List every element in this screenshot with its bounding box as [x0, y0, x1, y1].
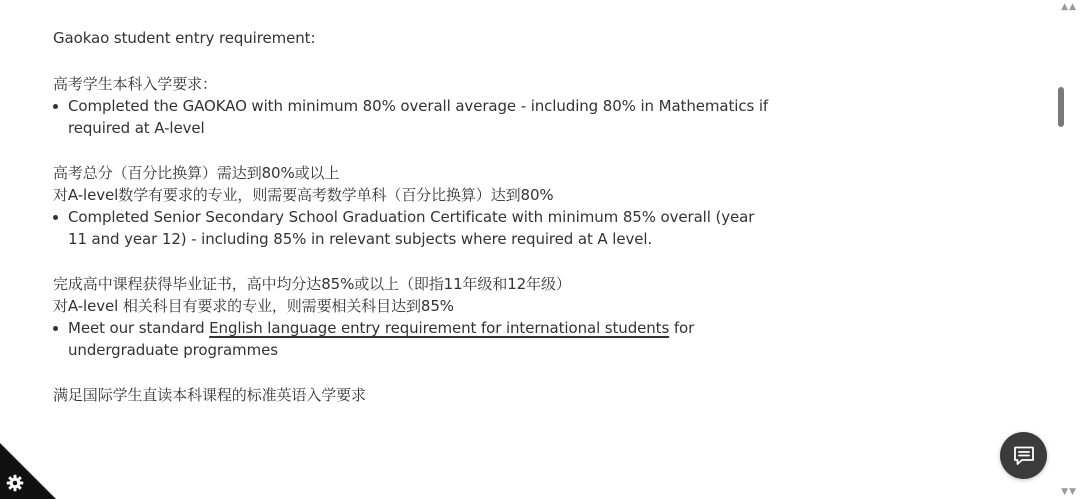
bullet-text-prefix: Meet our standard: [68, 319, 210, 337]
heading-zh: 高考学生本科入学要求：: [53, 75, 217, 93]
note-zh: 满足国际学生直读本科课程的标准英语入学要求: [53, 386, 366, 404]
scroll-thumb[interactable]: [1058, 87, 1064, 127]
list-item: [53, 206, 773, 250]
heading-en: Gaokao student entry requirement:: [53, 29, 316, 47]
article-content: [53, 27, 773, 406]
bullet-dot: [53, 215, 58, 220]
bullet-text: Completed the GAOKAO with minimum 80% overall average - including 80% in Mathematics if required at A-level: [68, 97, 769, 137]
bullet-text: [68, 317, 773, 361]
list-item: [53, 95, 773, 139]
bullet-text: Completed Senior Secondary School Graduation Certificate with minimum 85% overall (year 11 and year 12) - including 85% in relevant subjects where required at A level.: [68, 208, 755, 248]
bullet-dot: [53, 326, 58, 331]
note-zh: 高考总分（百分比换算）需达到80%或以上: [53, 164, 340, 182]
chat-icon: [1012, 444, 1036, 468]
scrollbar[interactable]: [1054, 0, 1080, 499]
note-zh: 完成高中课程获得毕业证书，高中均分达85%或以上（即指11年级和12年级）: [53, 275, 571, 293]
bullet-text-suffix: for undergraduate programmes: [68, 319, 695, 359]
scroll-up-icon[interactable]: ▲▲: [1061, 2, 1077, 12]
note-zh: 对A-level数学有要求的专业，则需要高考数学单科（百分比换算）达到80%: [53, 186, 554, 204]
bullet-dot: [53, 104, 58, 109]
list-item: [53, 317, 773, 361]
scroll-down-icon[interactable]: ▼▼: [1061, 487, 1077, 497]
gear-icon[interactable]: [6, 474, 24, 492]
chat-button[interactable]: [1000, 432, 1047, 479]
note-zh: 对A-level 相关科目有要求的专业，则需要相关科目达到85%: [53, 297, 454, 315]
english-requirement-link[interactable]: English language entry requirement for international students: [209, 319, 670, 337]
